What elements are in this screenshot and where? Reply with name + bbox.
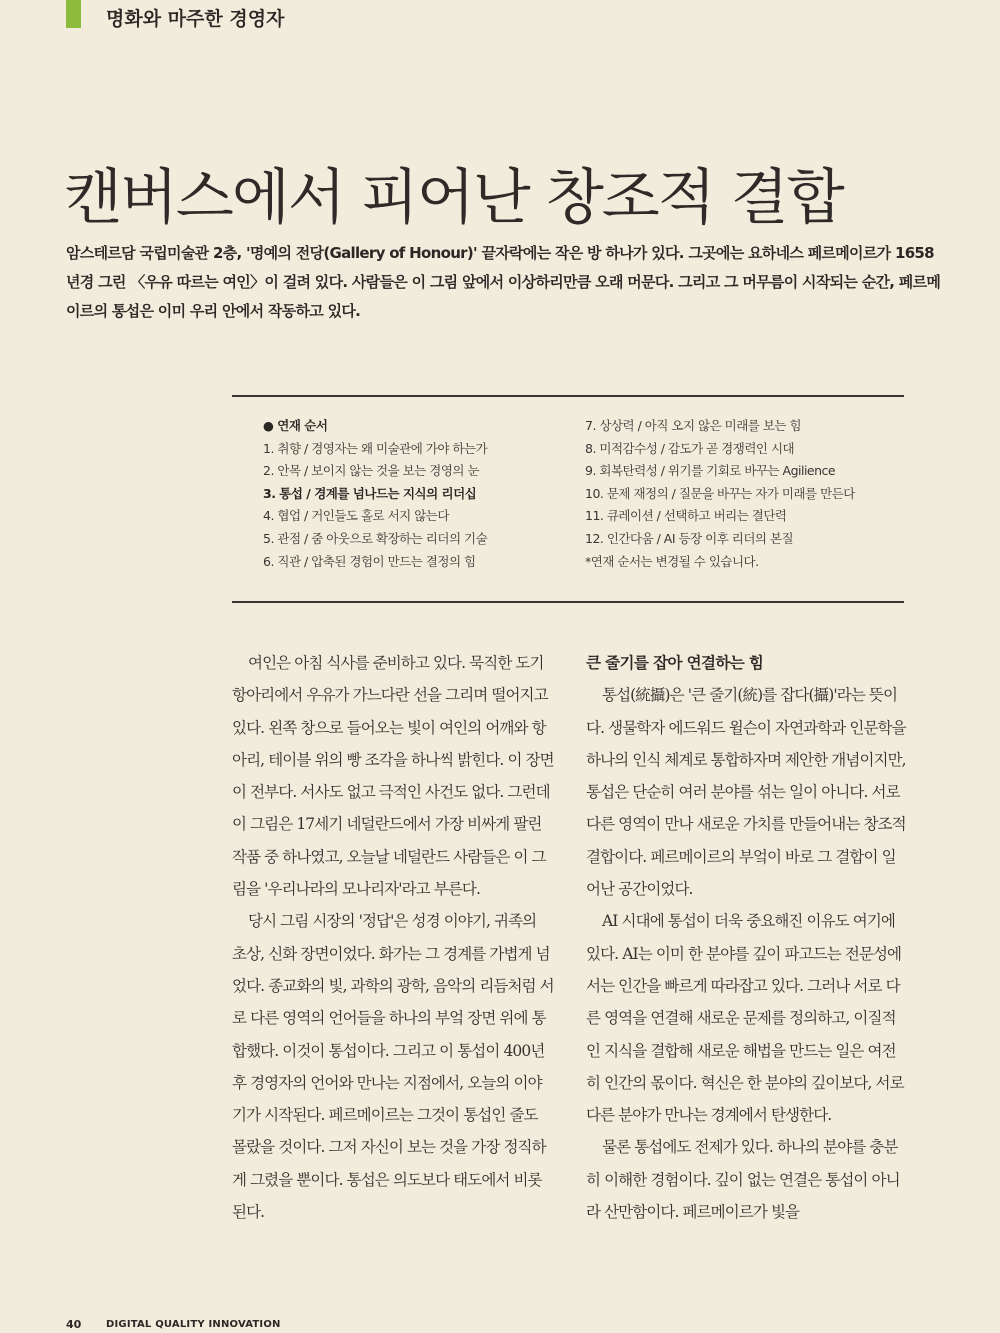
toc-item-current: 3. 통섭 / 경계를 넘나드는 지식의 리더십 — [263, 485, 477, 501]
body-subheading: 큰 줄기를 잡아 연결하는 힘 — [586, 654, 764, 672]
toc-item: 11. 큐레이션 / 선택하고 버리는 결단력 — [585, 508, 787, 524]
body-paragraph: 물론 통섭에도 전제가 있다. 하나의 분야를 충분히 이해한 경험이다. 깊이 없는 연결은 통섭이 아니라 산만함이다. 페르메이르가 빛을 — [586, 1138, 900, 1222]
toc-item: 9. 회복탄력성 / 위기를 기회로 바꾸는 Agilience — [585, 463, 836, 479]
toc-note: *연재 순서는 변경될 수 있습니다. — [585, 553, 759, 569]
toc-item: 5. 관점 / 줌 아웃으로 확장하는 리더의 기술 — [263, 530, 488, 546]
toc-top-rule — [232, 395, 904, 397]
body-paragraph: 여인은 아침 식사를 준비하고 있다. 묵직한 도기 항아리에서 우유가 가느다란 선을 그리며 떨어지고 있다. 왼쪽 창으로 들어오는 빛이 여인의 어깨와 항아리, 테이블 위의 빵 조각을 하나씩 밝힌다. 이 장면이 전부다. 서사도 없고 극적인 사건도 없다. 그런데 이 그림은 17세기 네덜란드에서 가장 비싸게 팔린 작품 중 하나였고, 오늘날 네덜란드 사람들은 이 그림을 '우리나라의 모나리자'라고 부른다. — [232, 654, 554, 899]
toc-item: 6. 직관 / 압축된 경험이 만드는 결정의 힘 — [263, 553, 476, 569]
toc-right-column — [585, 415, 915, 573]
magazine-name: DIGITAL QUALITY INNOVATION — [106, 1319, 281, 1330]
toc-item: 4. 협업 / 거인들도 홀로 서지 않는다 — [263, 508, 449, 524]
toc-bottom-rule — [232, 601, 904, 603]
article-lead: 암스테르담 국립미술관 2층, '명예의 전당(Gallery of Honour)' 끝자락에는 작은 방 하나가 있다. 그곳에는 요하네스 페르메이르가 1658년경 그린 〈우유 따르는 여인〉이 걸려 있다. 사람들은 이 그림 앞에서 이상하리만큼 오래 머문다. 그리고 그 머무름이 시작되는 순간, 페르메이르의 통섭은 이미 우리 안에서 작동하고 있다. — [66, 244, 941, 320]
body-left-column — [232, 647, 554, 1228]
toc-left-column — [263, 415, 583, 573]
body-paragraph: AI 시대에 통섭이 더욱 중요해진 이유도 여기에 있다. AI는 이미 한 분야를 깊이 파고드는 전문성에서는 인간을 빠르게 따라잡고 있다. 그러나 서로 다른 영역을 연결해 새로운 문제를 정의하고, 이질적인 지식을 결합해 새로운 해법을 만드는 일은 여전히 인간의 몫이다. 혁신은 한 분야의 깊이보다, 서로 다른 분야가 만나는 경계에서 탄생한다. — [586, 912, 904, 1125]
toc-item: 12. 인간다움 / AI 등장 이후 리더의 본질 — [585, 530, 794, 546]
toc-item: 2. 안목 / 보이지 않는 것을 보는 경영의 눈 — [263, 463, 480, 479]
body-right-column — [586, 647, 908, 1228]
page-number: 40 — [66, 1318, 82, 1331]
toc-item: 1. 취향 / 경영자는 왜 미술관에 가야 하는가 — [263, 440, 488, 456]
body-paragraph: 당시 그림 시장의 '정답'은 성경 이야기, 귀족의 초상, 신화 장면이었다. 화가는 그 경계를 가볍게 넘었다. 종교화의 빛, 과학의 광학, 음악의 리듬처럼 서로 다른 영역의 언어들을 하나의 부엌 장면 위에 통합했다. 이것이 통섭이다. 그리고 이 통섭이 400년 후 경영자의 언어와 만나는 지점에서, 오늘의 이야기가 시작된다. 페르메이르는 그것이 통섭인 줄도 몰랐을 것이다. 그저 자신이 보는 것을 가장 정직하게 그렸을 뿐이다. 통섭은 의도보다 태도에서 비롯된다. — [232, 912, 554, 1222]
section-color-bar — [66, 0, 81, 28]
toc-item: 7. 상상력 / 아직 오지 않은 미래를 보는 힘 — [585, 418, 802, 433]
toc-item: 8. 미적감수성 / 감도가 곧 경쟁력인 시대 — [585, 440, 795, 456]
article-headline: 캔버스에서 피어난 창조적 결합 — [64, 163, 843, 233]
body-paragraph: 통섭(統攝)은 '큰 줄기(統)를 잡다(攝)'라는 뜻이다. 생물학자 에드워드 윌슨이 자연과학과 인문학을 하나의 인식 체계로 통합하자며 제안한 개념이지만, 통섭은 단순히 여러 분야를 섞는 일이 아니다. 서로 다른 영역이 만나 새로운 가치를 만들어내는 창조적 결합이다. 페르메이르의 부엌이 바로 그 결합이 일어난 공간이었다. — [586, 686, 906, 899]
toc-item: 10. 문제 재정의 / 질문을 바꾸는 자가 미래를 만든다 — [585, 485, 855, 501]
toc-title: ● 연재 순서 — [263, 418, 328, 433]
section-title: 명화와 마주한 경영자 — [106, 8, 285, 30]
